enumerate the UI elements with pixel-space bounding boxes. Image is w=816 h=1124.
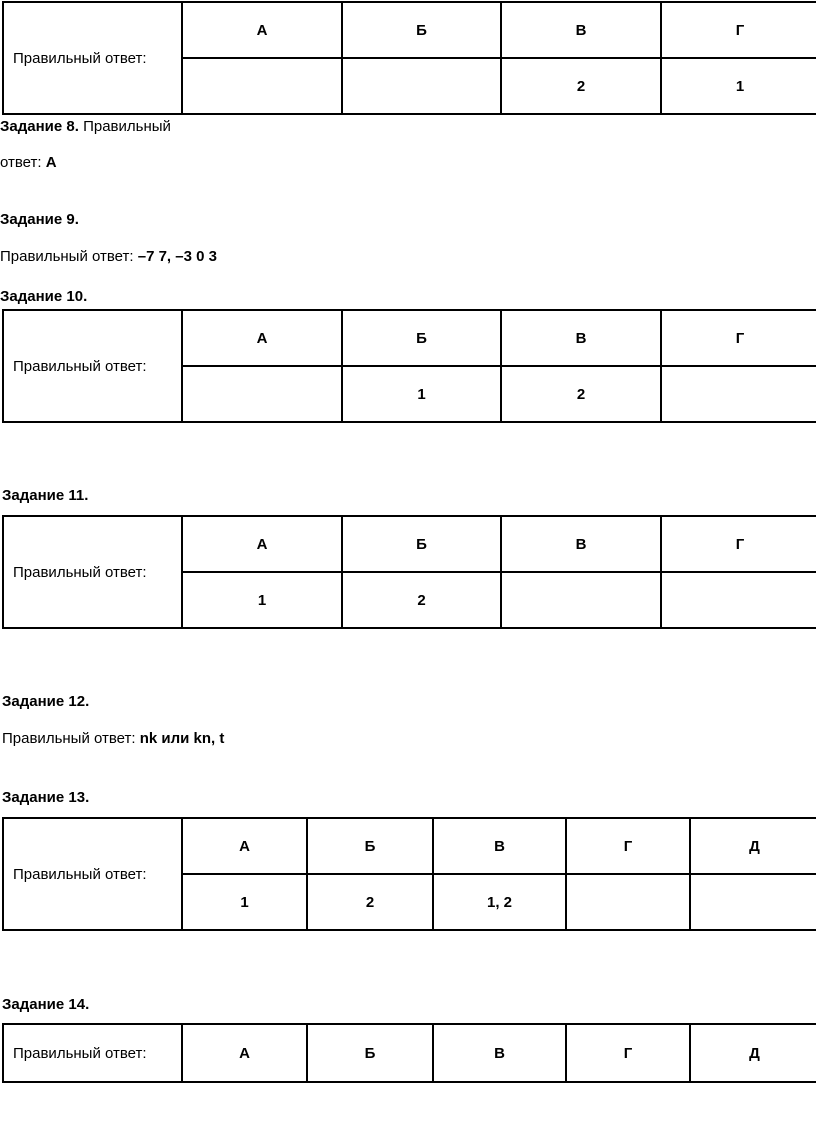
column-header: В: [433, 818, 566, 874]
answer-label: Правильный ответ:: [3, 516, 182, 628]
task9-answer: –7 7, –3 0 3: [137, 248, 217, 265]
column-header: Б: [342, 310, 501, 366]
answer-cell: [182, 366, 342, 422]
answer-cell: [661, 366, 816, 422]
answer-cell: 2: [307, 874, 433, 930]
answer-label: Правильный ответ:: [3, 818, 182, 930]
answer-cell: 1: [182, 572, 342, 628]
column-header: Д: [690, 818, 816, 874]
answer-table-task11: [2, 515, 816, 629]
answer-cell: 1, 2: [433, 874, 566, 930]
answer-label: Правильный ответ:: [3, 1024, 182, 1082]
column-header: Б: [307, 818, 433, 874]
task8-text: Правильный: [78, 118, 171, 135]
task8-line2: [0, 154, 57, 172]
task8-answer: А: [45, 154, 57, 171]
task12-answer: nk или kn, t: [139, 730, 225, 747]
task8-answer-prefix: ответ:: [0, 154, 46, 171]
answer-cell: 2: [501, 58, 661, 114]
column-header: А: [182, 516, 342, 572]
task13-heading: Задание 13.: [2, 789, 90, 806]
answer-cell: 1: [342, 366, 501, 422]
answer-cell: 2: [342, 572, 501, 628]
answer-cell: [501, 572, 661, 628]
answer-table-task13: [2, 817, 816, 931]
column-header: Г: [566, 1024, 690, 1082]
answer-table-top: [2, 1, 816, 115]
task9-answer-prefix: Правильный ответ:: [0, 248, 138, 265]
task9-heading: Задание 9.: [0, 211, 79, 228]
column-header: Г: [661, 310, 816, 366]
answer-label: Правильный ответ:: [3, 310, 182, 422]
column-header: А: [182, 2, 342, 58]
answer-cell: 1: [661, 58, 816, 114]
column-header: А: [182, 818, 307, 874]
task12-heading: Задание 12.: [2, 693, 90, 710]
column-header: А: [182, 310, 342, 366]
task10-heading: Задание 10.: [0, 288, 88, 305]
column-header: Д: [690, 1024, 816, 1082]
column-header: В: [501, 310, 661, 366]
column-header: Г: [661, 2, 816, 58]
answer-cell: [661, 572, 816, 628]
answer-cell: [690, 874, 816, 930]
column-header: В: [501, 2, 661, 58]
answer-cell: 2: [501, 366, 661, 422]
column-header: Б: [342, 516, 501, 572]
answer-label: Правильный ответ:: [3, 2, 182, 114]
column-header: В: [501, 516, 661, 572]
task12-answer-prefix: Правильный ответ:: [2, 730, 140, 747]
task9-answer-line: [0, 248, 217, 266]
task8-heading: Задание 8.: [0, 118, 79, 135]
column-header: В: [433, 1024, 566, 1082]
task14-heading: Задание 14.: [2, 996, 90, 1013]
column-header: А: [182, 1024, 307, 1082]
column-header: Г: [661, 516, 816, 572]
task11-heading: Задание 11.: [2, 487, 89, 504]
task12-answer-line: [2, 730, 224, 748]
column-header: Б: [307, 1024, 433, 1082]
column-header: Г: [566, 818, 690, 874]
answer-cell: 1: [182, 874, 307, 930]
answer-table-task14: [2, 1023, 816, 1083]
answer-table-task10: [2, 309, 816, 423]
answer-cell: [566, 874, 690, 930]
answer-cell: [342, 58, 501, 114]
column-header: Б: [342, 2, 501, 58]
answer-cell: [182, 58, 342, 114]
task8-line1: [0, 118, 171, 136]
